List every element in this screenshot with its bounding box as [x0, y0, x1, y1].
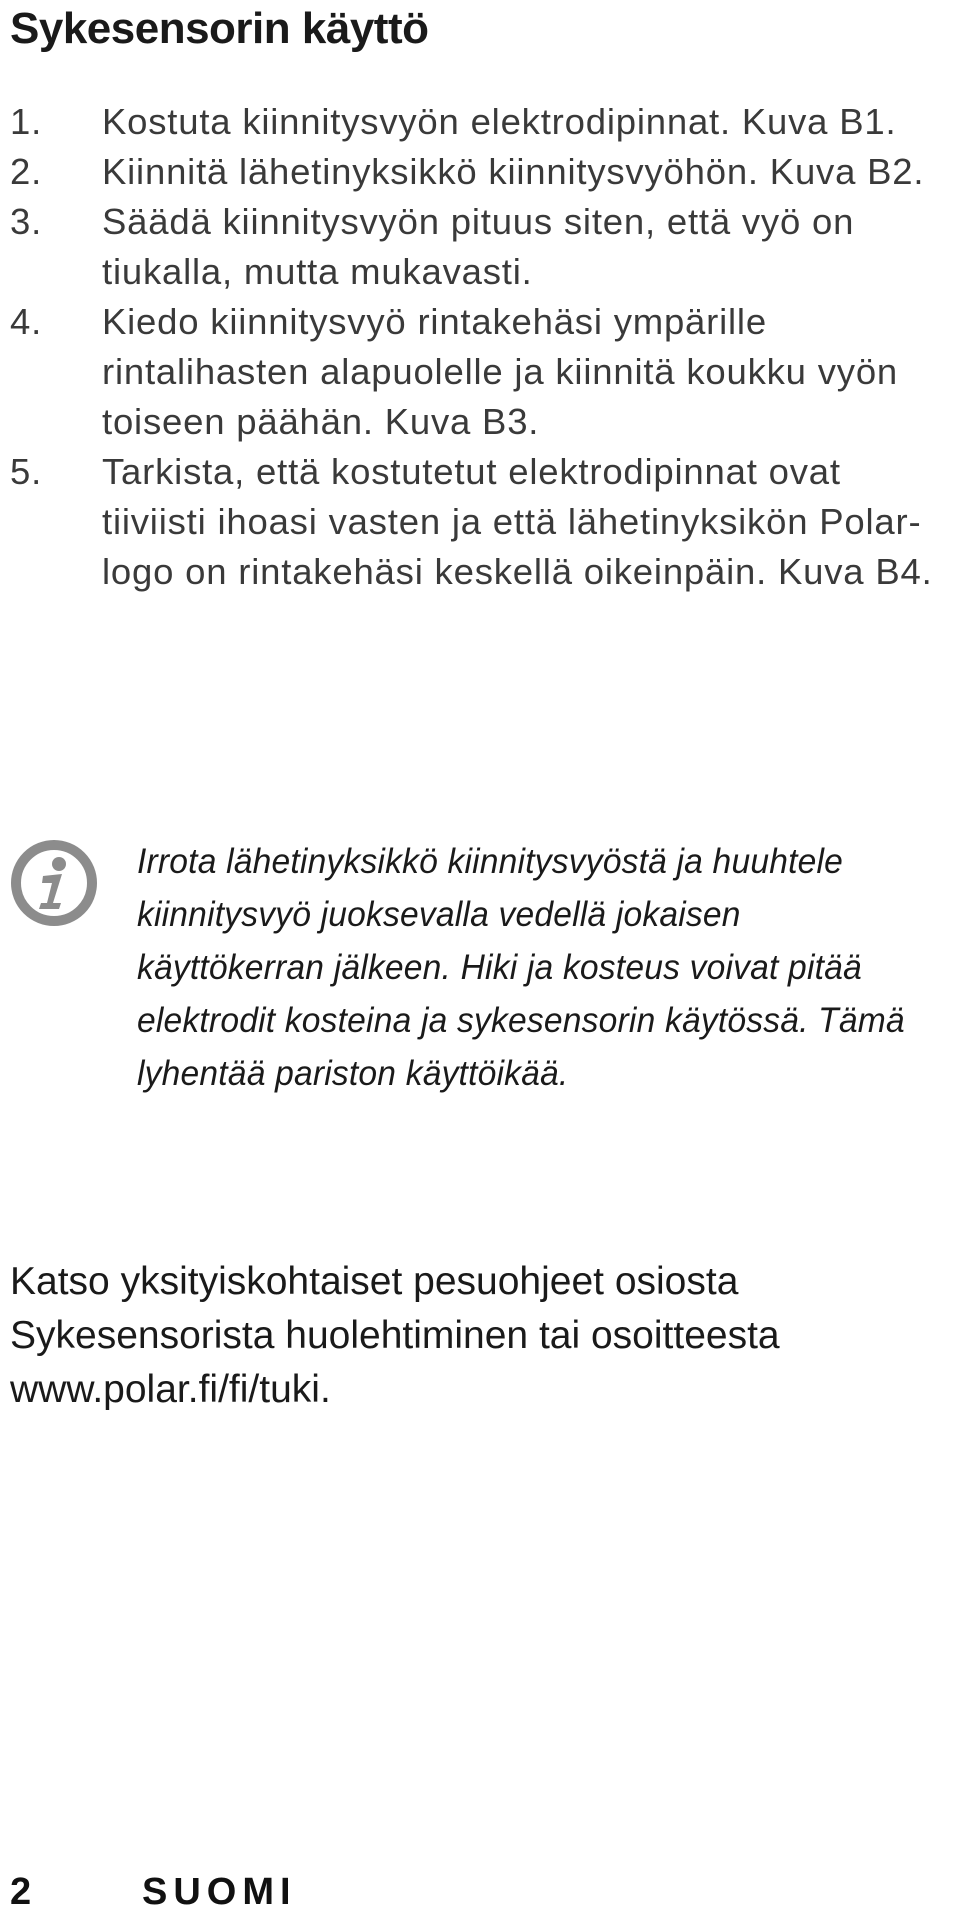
step-number: 2.	[10, 151, 43, 192]
step-number: 4.	[10, 301, 43, 342]
reference-text: Katso yksityiskohtaiset pesuohjeet osiosta Sykesensorista huolehtiminen tai osoitteesta www.polar.fi/fi/tuki.	[10, 1260, 780, 1411]
note-text: Irrota lähetinyksikkö kiinnitysvyöstä ja huuhtele kiinnitysvyö juoksevalla vedellä jokaisen käyttökerran jälkeen. Hiki ja kosteus voivat pitää elektrodit kosteina ja sykesensorin käytössä. Tämä lyhentää pariston käyttöikää.	[137, 842, 905, 1093]
step-number: 3.	[10, 201, 43, 242]
instruction-steps	[0, 97, 960, 597]
section-label: SUOMI	[142, 1871, 297, 1913]
step-item	[0, 97, 960, 147]
page-number: 2	[10, 1871, 32, 1913]
page-title: Sykesensorin käyttö	[10, 4, 429, 53]
step-text: Kostuta kiinnitysvyön elektrodipinnat. Kuva B1.	[102, 101, 897, 142]
info-note	[0, 835, 960, 1165]
step-text: Kiedo kiinnitysvyö rintakehäsi ympärille rintalihasten alapuolelle ja kiinnitä koukku vyön toiseen päähän. Kuva B3.	[102, 301, 899, 442]
step-text: Säädä kiinnitysvyön pituus siten, että vyö on tiukalla, mutta mukavasti.	[102, 201, 855, 292]
info-icon	[10, 839, 98, 927]
step-item	[0, 197, 960, 297]
step-text: Kiinnitä lähetinyksikkö kiinnitysvyöhön. Kuva B2.	[102, 151, 925, 192]
step-number: 1.	[10, 101, 43, 142]
step-item	[0, 297, 960, 447]
step-text: Tarkista, että kostutetut elektrodipinnat ovat tiiviisti ihoasi vasten ja että lähetinyksikön Polar-logo on rintakehäsi keskellä oikeinpäin. Kuva B4.	[102, 451, 933, 592]
step-item	[0, 447, 960, 597]
step-item	[0, 147, 960, 197]
step-number: 5.	[10, 451, 43, 492]
